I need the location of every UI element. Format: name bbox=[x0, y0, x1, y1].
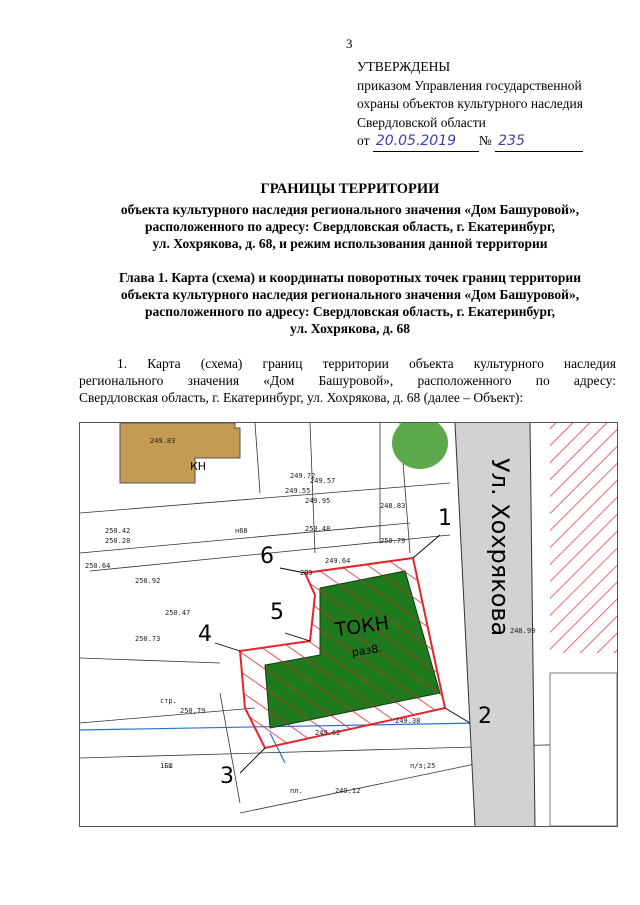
title-line-2: расположенного по адресу: Свердловская область, г. Екатеринбург, bbox=[145, 219, 555, 234]
paragraph-line-2: регионального значения «Дом Башуровой», расположенного по адресу: bbox=[79, 373, 616, 388]
chapter-line-4: ул. Хохрякова, д. 68 bbox=[290, 321, 410, 336]
paragraph-line-3: Свердловская область, г. Екатеринбург, ул. Хохрякова, д. 68 (далее – Объект): bbox=[79, 390, 524, 405]
survey-mark: 1БШ bbox=[160, 762, 173, 770]
green-area bbox=[392, 423, 448, 469]
building-sublabel: раз8. bbox=[350, 642, 383, 660]
chapter-line-2: объекта культурного наследия регионального значения «Дом Башуровой», bbox=[120, 287, 580, 302]
neighbor-label: КН bbox=[190, 460, 207, 473]
street-label: Ул. Хохрякова bbox=[486, 458, 514, 637]
right-hatched-zone bbox=[550, 423, 617, 653]
title-line-3: ул. Хохрякова, д. 68, и режим использования данной территории bbox=[152, 236, 548, 251]
survey-mark: 249.72 bbox=[290, 472, 316, 480]
survey-mark: 249.55 bbox=[285, 487, 311, 495]
survey-mark: 248.99 bbox=[510, 627, 536, 635]
body-paragraph bbox=[79, 355, 616, 406]
neighbor-building bbox=[120, 423, 240, 483]
survey-mark: 249.38 bbox=[395, 717, 421, 725]
chapter-line-1: Глава 1. Карта (схема) и координаты поворотных точек границ территории bbox=[119, 270, 581, 285]
survey-mark: 249.12 bbox=[335, 787, 361, 795]
page-number: 3 bbox=[346, 36, 353, 51]
survey-mark: 249.64 bbox=[325, 557, 351, 565]
survey-mark: 2ПЭ bbox=[300, 569, 313, 577]
point-2: 2 bbox=[478, 704, 492, 729]
survey-mark: 250.64 bbox=[85, 562, 111, 570]
handwritten-number: 235 bbox=[495, 132, 583, 152]
map-drawing bbox=[80, 423, 617, 826]
chapter-line-3: расположенного по адресу: Свердловская область, г. Екатеринбург, bbox=[145, 304, 555, 319]
approval-block bbox=[357, 58, 583, 152]
survey-mark: 250.47 bbox=[165, 609, 191, 617]
survey-mark: 249.62 bbox=[315, 729, 341, 737]
point-6: 6 bbox=[260, 544, 274, 569]
survey-mark: 250.28 bbox=[105, 537, 131, 545]
survey-mark: 250.92 bbox=[135, 577, 161, 585]
survey-mark: 250.79 bbox=[180, 707, 206, 715]
approval-line-2: охраны объектов культурного наследия bbox=[357, 96, 583, 111]
document-title: ГРАНИЦЫ ТЕРРИТОРИИ bbox=[260, 181, 440, 197]
survey-mark: 249.95 bbox=[305, 497, 331, 505]
title-line-1: объекта культурного наследия регионального значения «Дом Башуровой», bbox=[120, 202, 580, 217]
survey-mark: 250.73 bbox=[135, 635, 161, 643]
survey-mark: н68 bbox=[235, 527, 248, 535]
survey-mark: пл. bbox=[290, 787, 303, 795]
approval-heading: УТВЕРЖДЕНЫ bbox=[357, 59, 451, 74]
survey-mark: п/з;25 bbox=[410, 762, 436, 770]
territory-map bbox=[79, 422, 618, 827]
survey-mark: 250.79 bbox=[380, 537, 406, 545]
number-label: № bbox=[478, 133, 492, 148]
handwritten-date: 20.05.2019 bbox=[373, 132, 479, 152]
point-1: 1 bbox=[438, 506, 452, 531]
survey-mark: стр. bbox=[160, 697, 177, 705]
approval-line-1: приказом Управления государственной bbox=[357, 77, 582, 93]
survey-mark: 249.83 bbox=[150, 437, 176, 445]
approval-date-line bbox=[357, 132, 583, 152]
survey-mark: 249.57 bbox=[310, 477, 336, 485]
survey-mark: 250.42 bbox=[105, 527, 131, 535]
from-label: от bbox=[357, 133, 370, 148]
point-3: 3 bbox=[220, 764, 234, 789]
building-label: ТОКН bbox=[333, 612, 391, 642]
survey-mark: 250.48 bbox=[305, 525, 331, 533]
survey-mark: 248.83 bbox=[380, 502, 406, 510]
point-5: 5 bbox=[270, 600, 284, 625]
approval-line-3: Свердловской области bbox=[357, 114, 486, 130]
paragraph-line-1: 1. Карта (схема) границ территории объекта культурного наследия bbox=[117, 356, 616, 371]
point-4: 4 bbox=[198, 622, 212, 647]
